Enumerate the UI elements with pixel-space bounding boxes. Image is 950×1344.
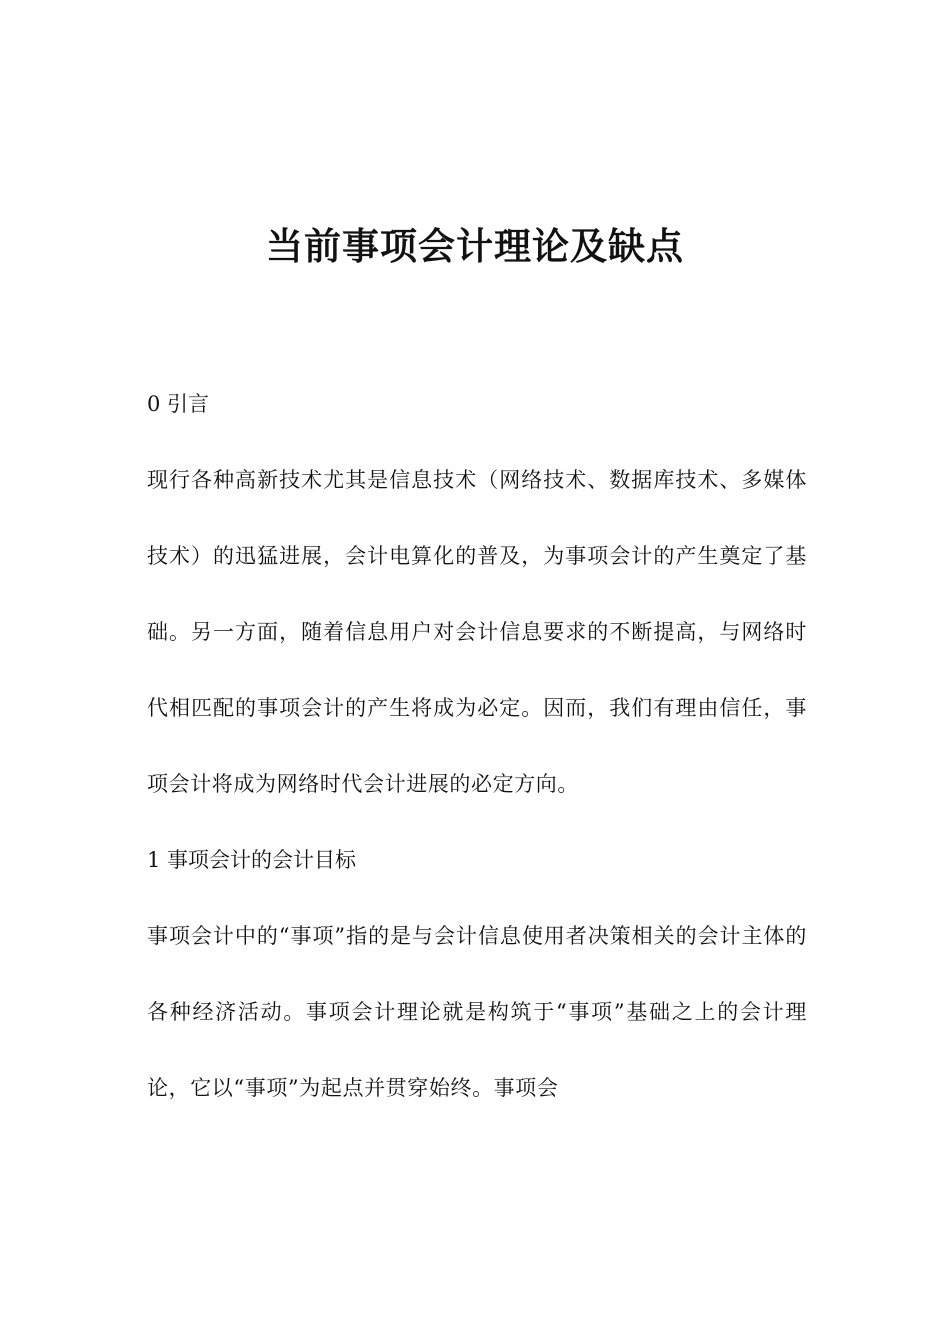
section-paragraph: 现行各种高新技术尤其是信息技术（网络技术、数据库技术、多媒体技术）的迅猛进展，会计电算化的普及，为事项会计的产生奠定了基础。另一方面，随着信息用户对会计信息要求的不断提高，与网络时代相匹配的事项会计的产生将成为必定。因而，我们有理由信任，事项会计将成为网络时代会计进展的必定方向。 [147, 468, 807, 796]
document-body [147, 385, 807, 1126]
section-heading: 1 事项会计的会计目标 [147, 848, 357, 872]
document-title: 当前事项会计理论及缺点 [266, 225, 684, 268]
section-introduction [147, 385, 807, 822]
section-paragraph: 事项会计中的“事项”指的是与会计信息使用者决策相关的会计主体的各种经济活动。事项会计理论就是构筑于“事项”基础之上的会计理论，它以“事项”为起点并贯穿始终。事项会 [147, 924, 807, 1100]
section-heading: 0 引言 [147, 392, 210, 416]
section-accounting-objective [147, 841, 807, 1126]
